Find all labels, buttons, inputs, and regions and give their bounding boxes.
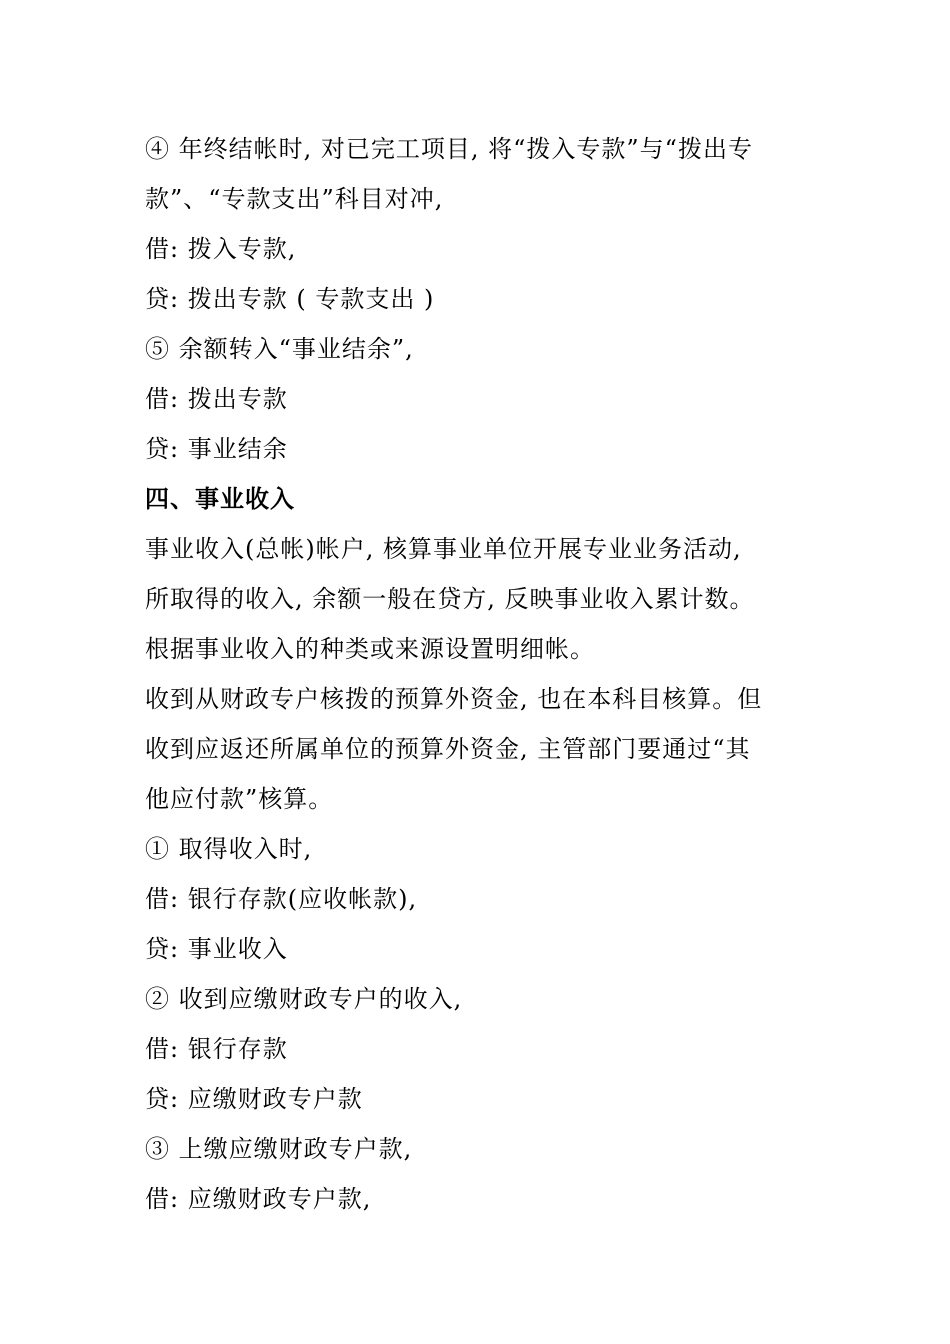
text-line-9: 事业收入(总帐)帐户, 核算事业单位开展专业业务活动, [145, 535, 742, 563]
text-line-16: 借: 银行存款(应收帐款), [145, 885, 418, 913]
text-line-21: ③ 上缴应缴财政专户款, [145, 1135, 413, 1163]
text-line-22: 借: 应缴财政专户款, [145, 1185, 372, 1213]
text-line-4: 贷: 拨出专款 ( 专款支出 ) [145, 285, 435, 313]
text-line-1: ④ 年终结帐时, 对已完工项目, 将“拨入专款”与“拨出专 [145, 135, 753, 163]
text-line-5: ⑤ 余额转入“事业结余”, [145, 335, 414, 363]
text-line-13: 收到应返还所属单位的预算外资金, 主管部门要通过“其 [145, 735, 751, 763]
text-line-18: ② 收到应缴财政专户的收入, [145, 985, 463, 1013]
text-line-20: 贷: 应缴财政专户款 [145, 1085, 363, 1113]
text-line-2: 款”、“专款支出”科目对冲, [145, 185, 444, 213]
text-line-3: 借: 拨入专款, [145, 235, 297, 263]
text-line-6: 借: 拨出专款 [145, 385, 288, 413]
document-body [145, 124, 805, 1224]
text-line-7: 贷: 事业结余 [145, 435, 288, 463]
text-line-10: 所取得的收入, 余额一般在贷方, 反映事业收入累计数。 [145, 585, 755, 613]
text-line-19: 借: 银行存款 [145, 1035, 288, 1063]
text-line-14: 他应付款”核算。 [145, 785, 334, 813]
text-line-15: ① 取得收入时, [145, 835, 313, 863]
text-line-11: 根据事业收入的种类或来源设置明细帐。 [145, 635, 595, 663]
section-heading: 四、事业收入 [145, 485, 295, 513]
text-line-17: 贷: 事业收入 [145, 935, 288, 963]
text-line-12: 收到从财政专户核拨的预算外资金, 也在本科目核算。但 [145, 685, 763, 713]
